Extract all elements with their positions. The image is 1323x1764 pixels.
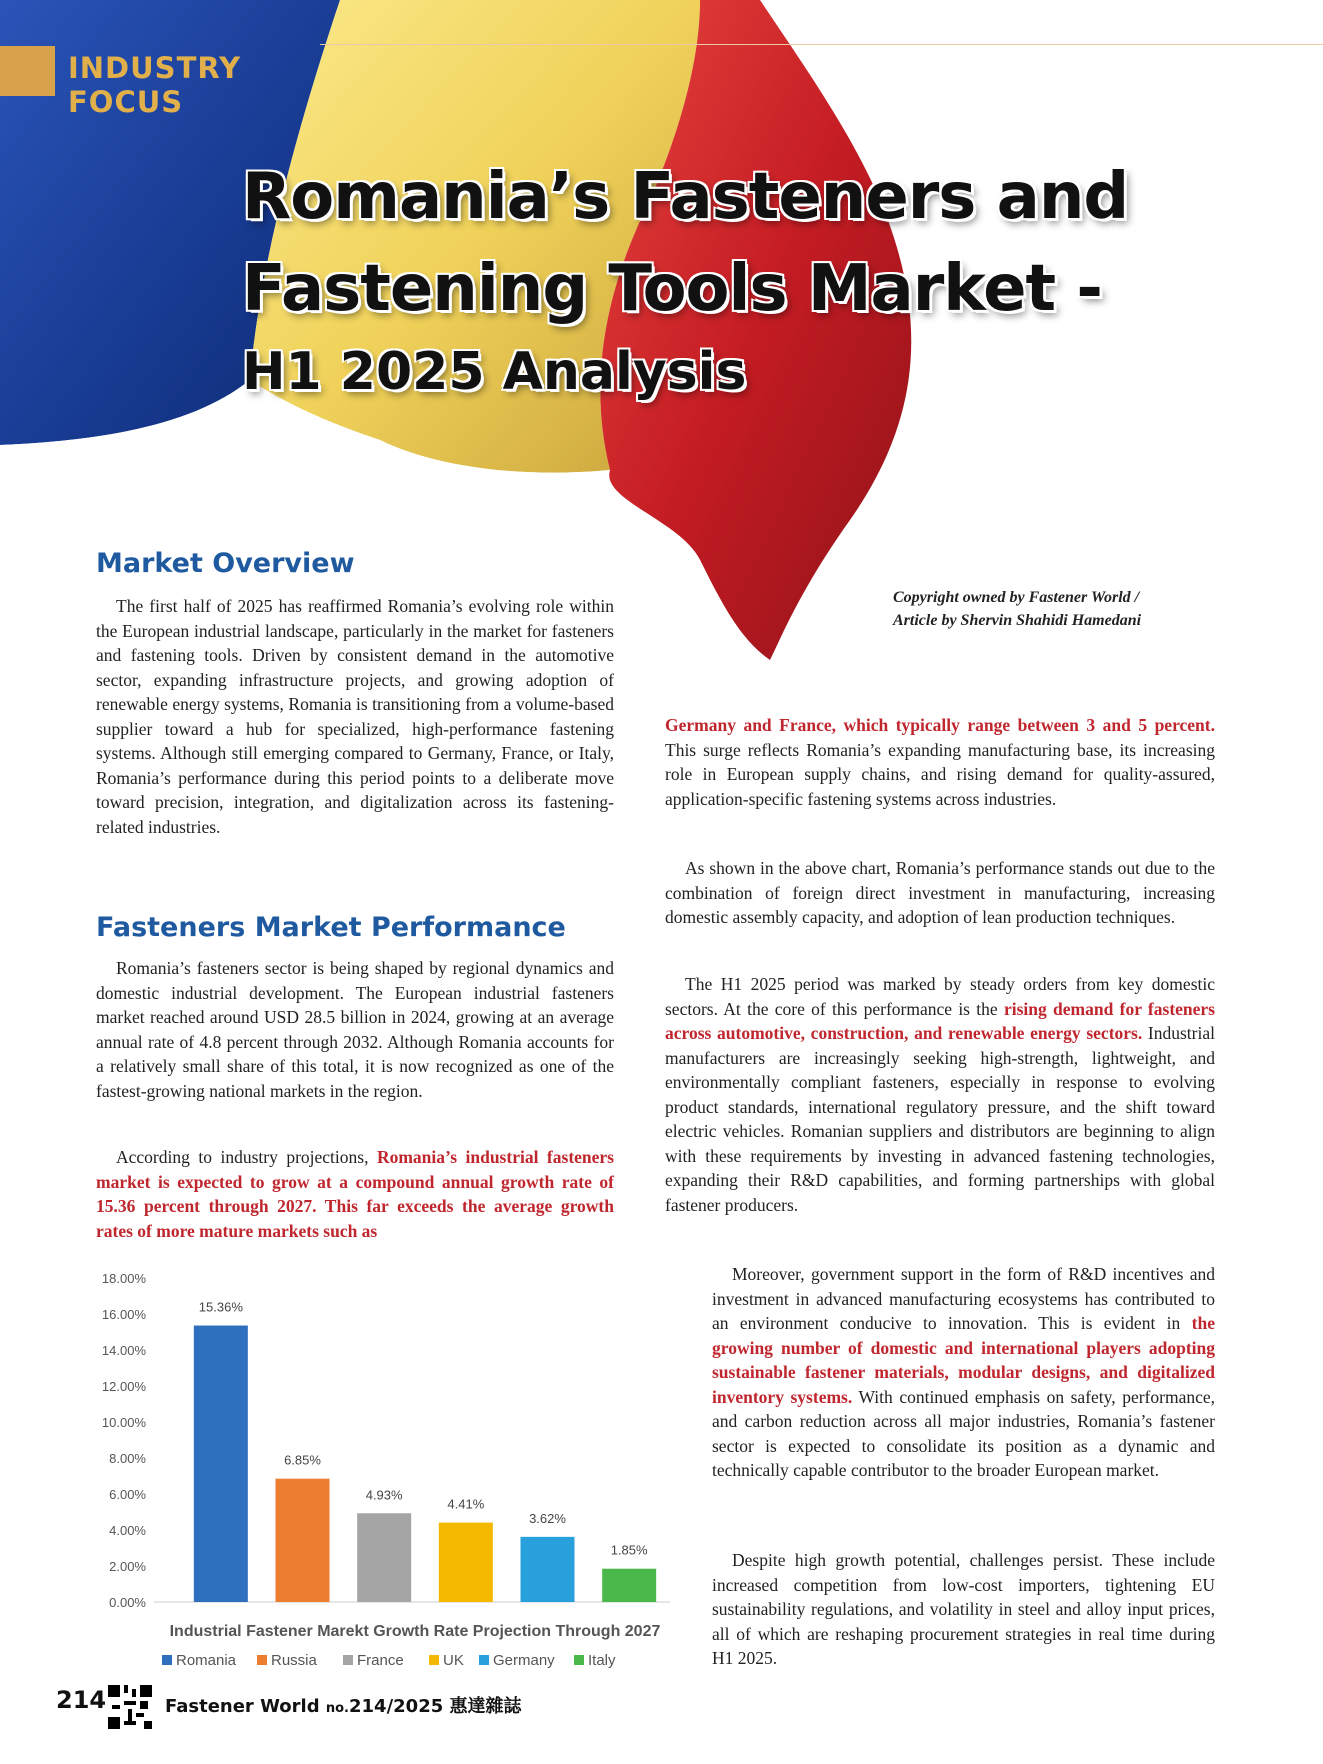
growth-rate-chart bbox=[80, 1260, 680, 1680]
heading-fasteners-performance: Fasteners Market Performance bbox=[96, 912, 566, 943]
page-number: 214 bbox=[56, 1686, 107, 1714]
paragraph-h1-orders: The H1 2025 period was marked by steady orders from key domestic sectors. At the core of this performance is the rising demand for fasteners across automotive, construction, and renewable energy sectors. Industrial manufacturers are increasingly seeking high-strength, lightweight, and environmentally compliant fasteners, especially in response to evolving product standards, international regulatory pressure, and the shift toward electric vehicles. Romanian suppliers and distributors are beginning to align with these requirements by investing in advanced fastening technologies, expanding their R&D capabilities, and forming partnerships with global fastener producers. bbox=[665, 974, 1215, 1215]
legend-label-germany: Germany bbox=[493, 1652, 555, 1669]
highlight-sustainable-players: the growing number of domestic and international players adopting sustainable fastener materials, modular designs, and digitalized inventory systems. bbox=[712, 1313, 1215, 1407]
bar-germany bbox=[521, 1537, 575, 1602]
y-tick-label: 16.00% bbox=[101, 1307, 146, 1322]
author-line: Article by Shervin Shahidi Hamedani bbox=[893, 612, 1142, 629]
bar-russia bbox=[276, 1479, 330, 1602]
legend-swatch-italy bbox=[574, 1655, 584, 1665]
article-title-line-2: Fastening Tools Market - bbox=[242, 252, 1102, 326]
legend-swatch-russia bbox=[257, 1655, 267, 1665]
section-accent bbox=[0, 46, 55, 96]
data-label-italy: 1.85% bbox=[610, 1542, 648, 1558]
legend-label-italy: Italy bbox=[588, 1652, 616, 1669]
copyright-line-1: Copyright owned by Fastener World / bbox=[893, 589, 1140, 606]
highlight-rising-demand: rising demand for fasteners across automotive, construction, and renewable energy sectors. bbox=[665, 998, 1215, 1043]
bar-italy bbox=[602, 1569, 656, 1602]
data-label-uk: 4.41% bbox=[447, 1496, 485, 1512]
paragraph-continuation: Germany and France, which typically range between 3 and 5 percent. This surge reflects Romania’s expanding manufacturing base, its increasing role in European supply chains, and rising demand for quality-assured, application-specific fastening systems across industries. bbox=[665, 715, 1215, 809]
chart-title: Industrial Fastener Marekt Growth Rate Projection Through 2027 bbox=[169, 1623, 661, 1640]
section-tag bbox=[0, 46, 335, 119]
y-tick-label: 2.00% bbox=[109, 1559, 146, 1574]
bar-france bbox=[357, 1513, 411, 1602]
y-tick-label: 0.00% bbox=[109, 1595, 146, 1610]
legend-swatch-uk bbox=[429, 1655, 439, 1665]
section-label: INDUSTRY FOCUS bbox=[68, 51, 242, 119]
y-tick-label: 8.00% bbox=[109, 1451, 146, 1466]
y-tick-label: 4.00% bbox=[109, 1523, 146, 1538]
legend-label-russia: Russia bbox=[271, 1652, 317, 1669]
data-label-romania: 15.36% bbox=[198, 1299, 243, 1315]
y-tick-label: 14.00% bbox=[101, 1343, 146, 1358]
legend-swatch-france bbox=[343, 1655, 353, 1665]
paragraph-government-support: Moreover, government support in the form of R&D incentives and investment in advanced manufacturing ecosystems has contributed to an environment conducive to innovation. This is evident in the growing number of domestic and international players adopting sustainable fastener materials, modular designs, and digitalized inventory systems. With continued emphasis on safety, performance, and carbon reduction across all major industries, Romania’s fastener sector is expected to consolidate its position as a dynamic and technically capable contributor to the broader European market. bbox=[712, 1264, 1215, 1480]
highlight-cagr: Romania’s industrial fasteners market is expected to grow at a compound annual growth rate of 15.36 percent through 2027. This far exceeds the average growth rates of more mature markets such as bbox=[96, 1147, 614, 1241]
magazine-masthead bbox=[165, 1692, 522, 1718]
chart-svg bbox=[80, 1260, 680, 1680]
bar-romania bbox=[194, 1326, 248, 1602]
y-tick-label: 10.00% bbox=[101, 1415, 146, 1430]
issue-prefix: no. bbox=[325, 1701, 349, 1716]
data-label-germany: 3.62% bbox=[529, 1510, 566, 1526]
header-rule bbox=[320, 44, 1323, 45]
legend-label-france: France bbox=[357, 1652, 404, 1669]
y-tick-label: 18.00% bbox=[101, 1271, 146, 1286]
bar-uk bbox=[439, 1523, 493, 1602]
legend-label-romania: Romania bbox=[176, 1652, 237, 1669]
y-tick-label: 6.00% bbox=[109, 1487, 146, 1502]
y-tick-label: 12.00% bbox=[101, 1379, 146, 1394]
article-title-line-3: H1 2025 Analysis bbox=[242, 342, 747, 402]
legend-swatch-romania bbox=[162, 1655, 172, 1665]
magazine-name: Fastener World bbox=[165, 1696, 320, 1717]
magazine-chinese-name: 惠達雜誌 bbox=[449, 1696, 522, 1717]
paragraph-performance: Romania’s fasteners sector is being shaped by regional dynamics and domestic industrial development. The European industrial fasteners market reached around USD 28.5 billion in 2024, growing at an average annual rate of 4.8 percent through 2032. Although Romania accounts for a relatively small share of this total, it is now recognized as one of the fastest-growing national markets in the region. bbox=[96, 958, 614, 1101]
highlight-germany-france: Germany and France, which typically range between 3 and 5 percent. bbox=[665, 715, 1215, 735]
copyright-credit bbox=[893, 586, 1141, 632]
heading-market-overview: Market Overview bbox=[96, 548, 355, 579]
issue-number: 214/2025 bbox=[349, 1696, 444, 1717]
legend-swatch-germany bbox=[479, 1655, 489, 1665]
legend-label-uk: UK bbox=[443, 1652, 464, 1669]
data-label-russia: 6.85% bbox=[284, 1452, 321, 1468]
article-title-line-1: Romania’s Fasteners and bbox=[242, 160, 1129, 234]
paragraph-overview: The first half of 2025 has reaffirmed Romania’s evolving role within the European industrial landscape, particularly in the market for fasteners and fastening tools. Driven by consistent demand in the automotive sector, expanding infrastructure projects, and growing adoption of renewable energy systems, Romania is transitioning from a volume-based supplier toward a hub for specialized, high-performance fastening systems. Although still emerging compared to Germany, France, or Italy, Romania’s performance during this period points to a deliberate move toward precision, integration, and digitalization across its fastening-related industries. bbox=[96, 596, 614, 837]
qr-code-icon bbox=[108, 1685, 152, 1729]
paragraph-challenges: Despite high growth potential, challenges persist. These include increased competition from low-cost importers, tightening EU sustainability regulations, and volatility in steel and alloy input prices, all of which are reshaping procurement strategies in real time during H1 2025. bbox=[712, 1550, 1215, 1668]
paragraph-chart-commentary: As shown in the above chart, Romania’s performance stands out due to the combination of foreign direct investment in manufacturing, increasing domestic assembly capacity, and adoption of lean production techniques. bbox=[665, 858, 1215, 927]
data-label-france: 4.93% bbox=[365, 1487, 403, 1503]
paragraph-projections: According to industry projections, Romania’s industrial fasteners market is expected to grow at a compound annual growth rate of 15.36 percent through 2027. This far exceeds the average growth rates of more mature markets such as bbox=[96, 1147, 614, 1241]
